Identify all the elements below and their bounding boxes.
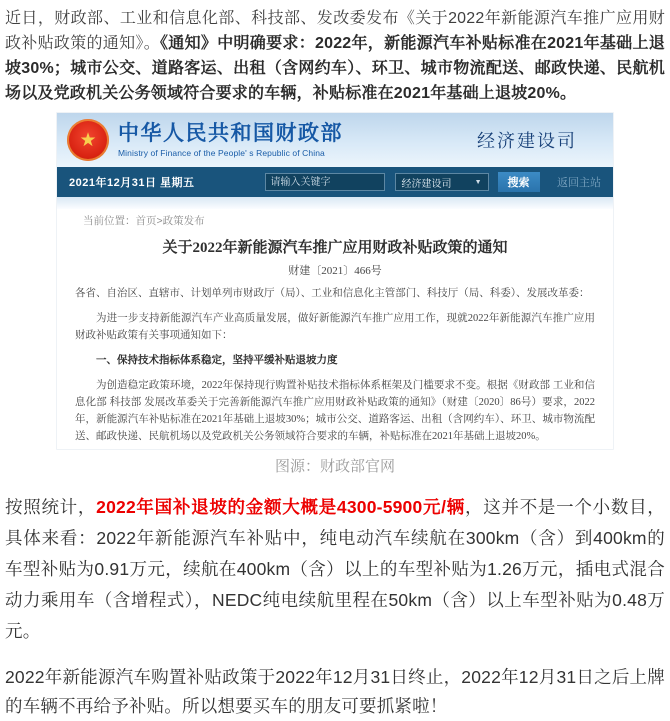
mof-site-header (57, 113, 613, 167)
para1-highlight-text: 2022年国补退坡的金额大概是4300-5900元/辆 (96, 497, 466, 517)
para1-rest-text: ，这并不是一个小数目，具体来看：2022年新能源汽车补贴中，纯电动汽车续航在300km（含）到400km的车型补贴为0.91万元，续航在400km（含）以上的车型补贴为1.26万元，插电式混合动力乘用车（含增程式），NEDC纯电续航里程在50km（含）以上车型补贴为0.48万元。 (5, 497, 666, 641)
site-date: 2021年12月31日 星期五 (69, 177, 195, 189)
document-section-heading: 一、保持技术指标体系稳定，坚持平缓补贴退坡力度 (96, 355, 338, 366)
article-paragraph-1 (0, 492, 670, 647)
image-source-caption: 图源：财政部官网 (274, 458, 395, 475)
article-paragraph-2: 2022年新能源汽车购置补贴政策于2022年12月31日终止，2022年12月31日之后上牌的车辆不再给予补贴。所以想要买车的朋友可要抓紧啦！ (5, 667, 665, 716)
document-number: 财建〔2021〕466号 (288, 265, 382, 277)
search-scope-value: 经济建设司 (401, 178, 452, 190)
document-paragraph-2: 为创造稳定政策环境，2022年保持现行购置补贴技术指标体系框架及门槛要求不变。根据《财政部 工业和信息化部 科技部 发展改革委关于完善新能源汽车推广应用财政补贴政策的通知》（财建〔2020〕86号）要求，2022年，新能源汽车补贴标准在2021年基础上退坡30%；城市公交、道路客运、出租（含网约车）、环卫、城市物流配送、邮政快递、民航机场以及党政机关公务领域符合要求的车辆，补贴标准在2021年基础上退坡20%。 (75, 380, 595, 442)
para1-lead-text: 按照统计， (5, 497, 97, 517)
org-name-en: Ministry of Finance of the People' s Republic of China (118, 147, 325, 158)
emblem-star-icon: ★ (79, 129, 97, 151)
document-title: 关于2022年新能源汽车推广应用财政补贴政策的通知 (162, 240, 508, 256)
breadcrumb[interactable]: 当前位置：首页>政策发布 (83, 215, 205, 227)
mof-page-content (57, 209, 613, 449)
mof-navbar (57, 167, 613, 197)
intro-regular-text: 近日，财政部、工业和信息化部、科技部、发改委发布《关于2022年新能源汽车推广应用财政补贴政策的通知》。 (5, 10, 665, 52)
policy-document (67, 240, 603, 445)
mof-website-screenshot (56, 112, 614, 450)
chevron-down-icon: ▼ (474, 178, 482, 186)
department-name: 经济建设司 (477, 131, 577, 151)
national-emblem-icon (67, 119, 109, 161)
org-name-cn: 中华人民共和国财政部 (118, 122, 343, 146)
org-name-block (118, 122, 343, 157)
intro-bold-text: 《通知》中明确要求：2022年，新能源汽车补贴标准在2021年基础上退坡30%；城市公交、道路客运、出租（含网约车）、环卫、城市物流配送、邮政快递、民航机场以及党政机关公务领域符合要求的车辆，补贴标准在2021年基础上退坡20%。 (5, 35, 665, 102)
article-intro (0, 0, 670, 106)
search-input[interactable] (265, 173, 385, 191)
header-divider-strip (57, 197, 613, 209)
back-to-main-site-link[interactable]: 返回主站 (557, 177, 601, 189)
document-addressee: 各省、自治区、直辖市、计划单列市财政厅（局）、工业和信息化主管部门、科技厅（局、科委）、发展改革委： (75, 288, 590, 299)
document-paragraph-1: 为进一步支持新能源汽车产业高质量发展，做好新能源汽车推广应用工作，现就2022年新能源汽车推广应用财政补贴政策有关事项通知如下： (75, 313, 595, 341)
search-button[interactable]: 搜索 (498, 172, 540, 192)
search-scope-select[interactable] (395, 173, 489, 191)
